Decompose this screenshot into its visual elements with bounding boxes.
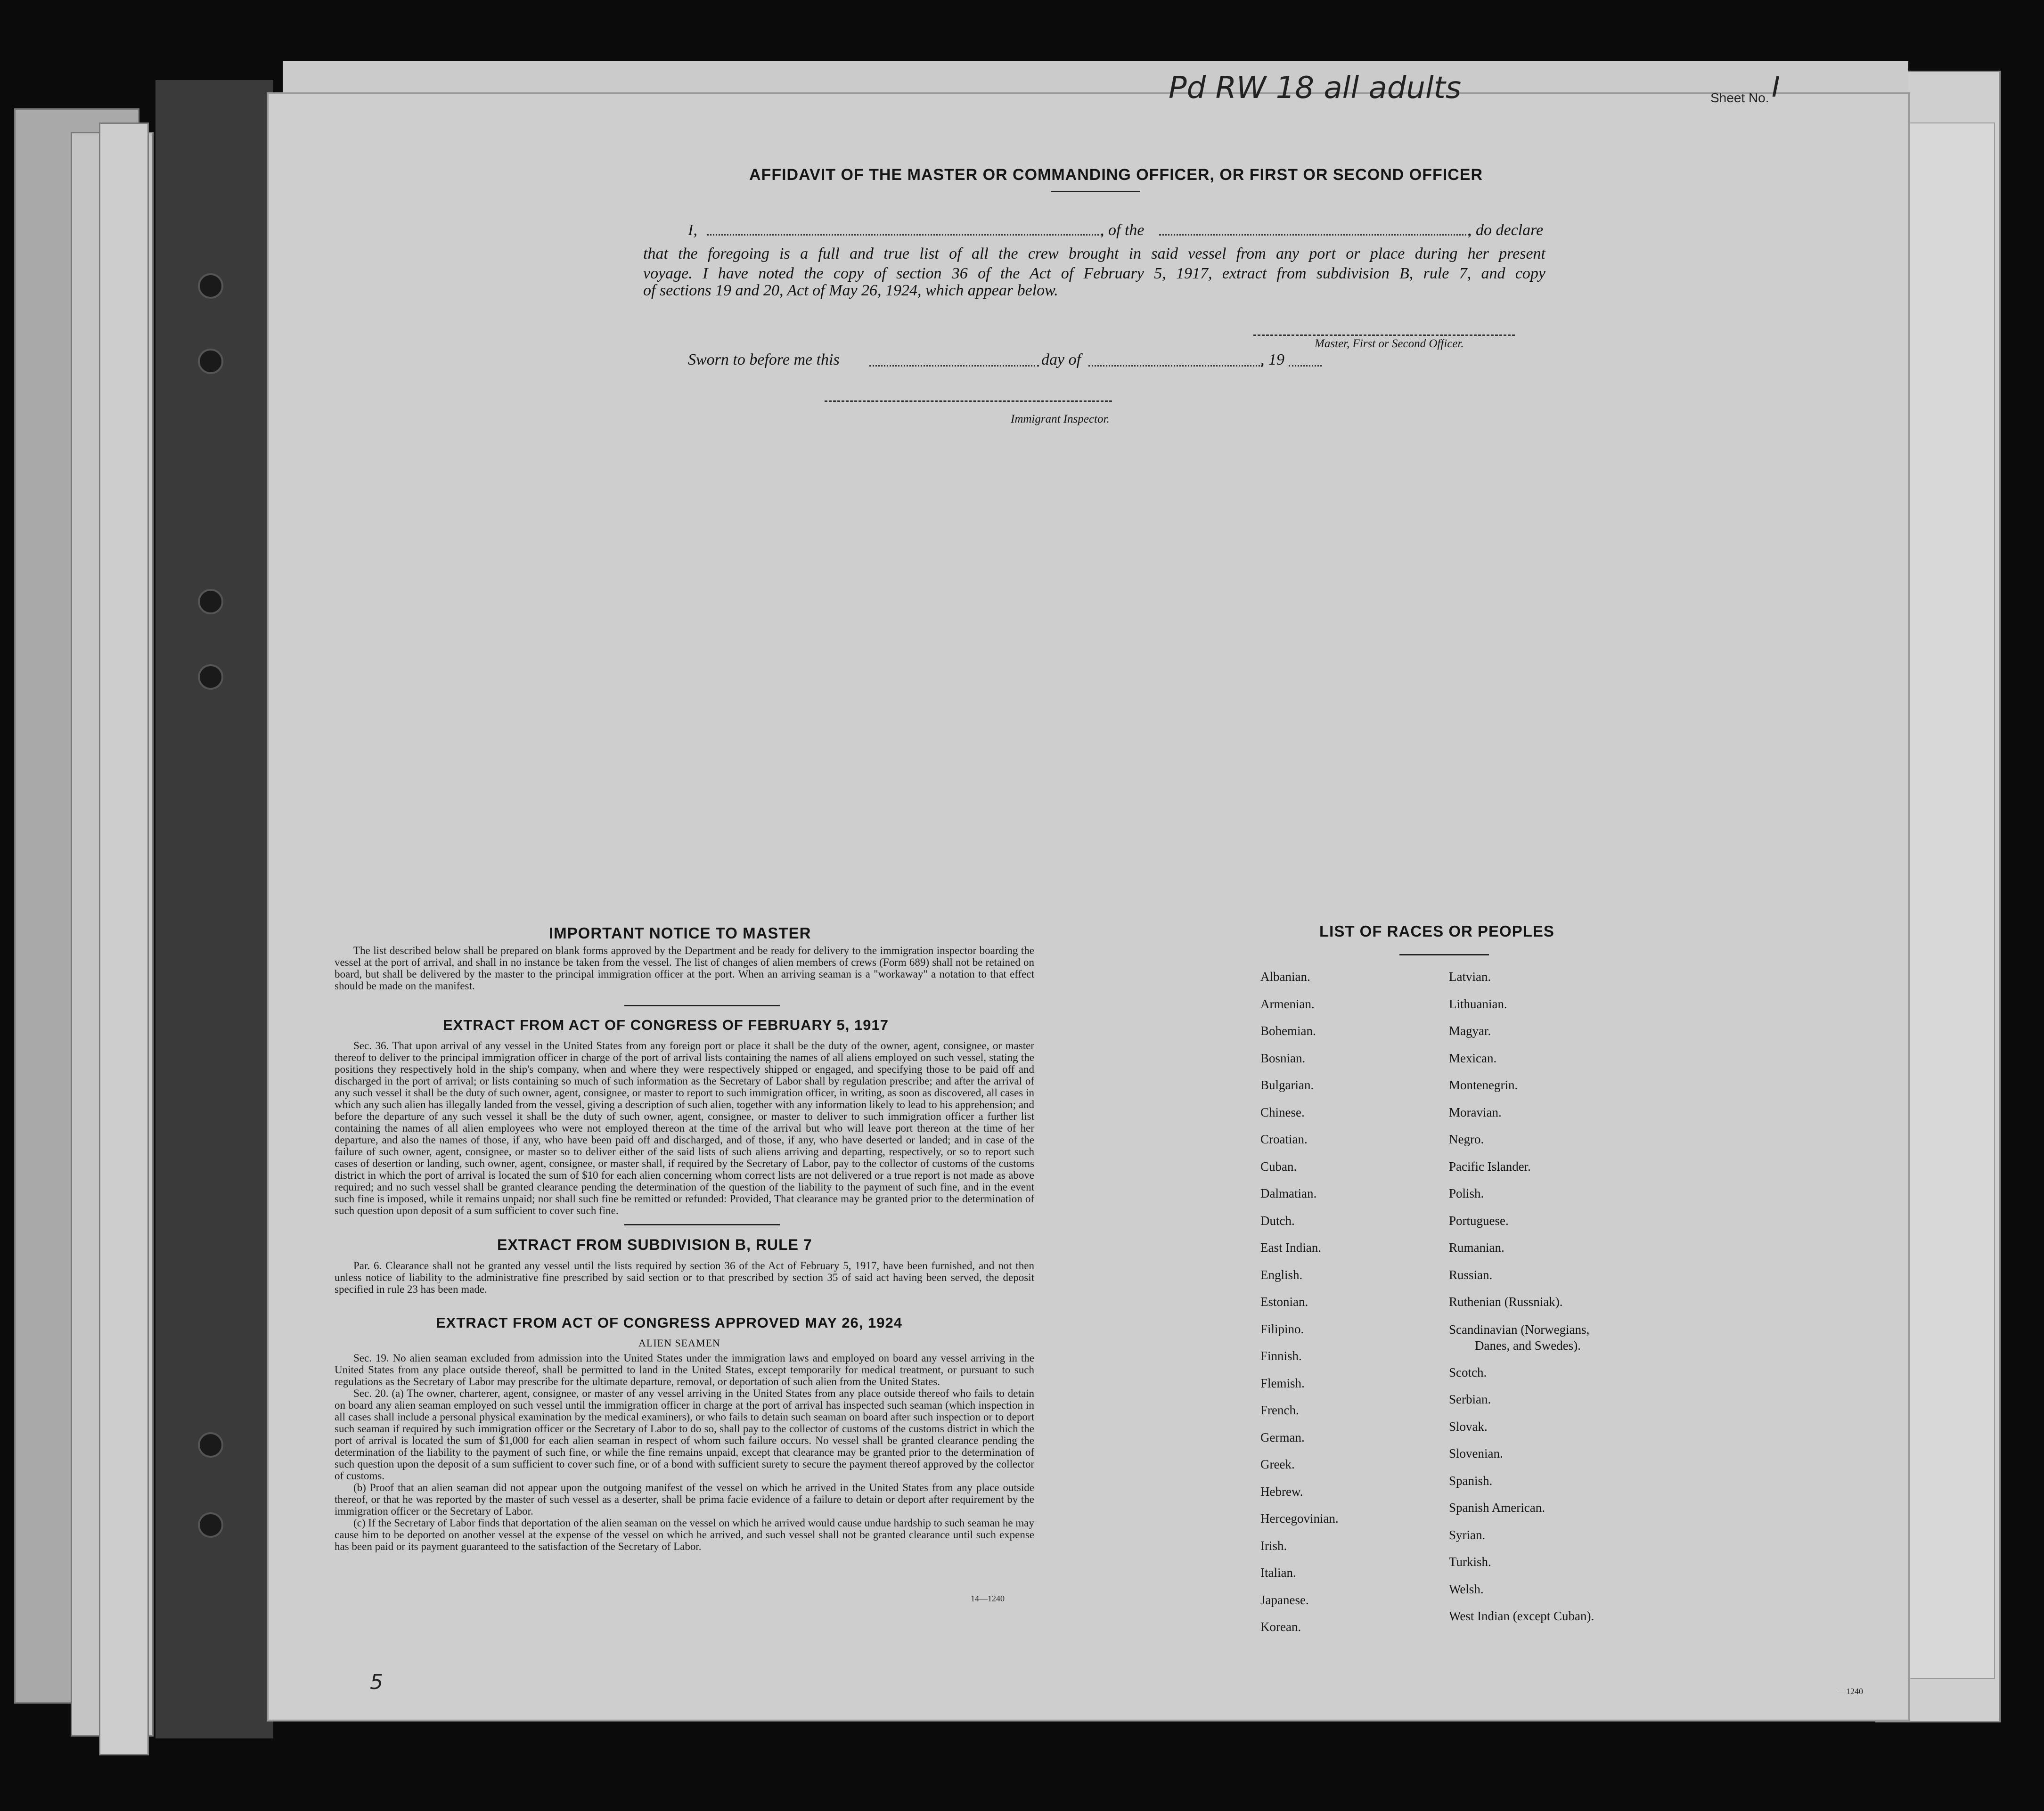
race-item: Korean. bbox=[1260, 1620, 1301, 1634]
race-item: Italian. bbox=[1260, 1566, 1296, 1580]
race-item: Hercegovinian. bbox=[1260, 1511, 1339, 1525]
extract-1924-title: EXTRACT FROM ACT OF CONGRESS APPROVED MAY 26, 1924 bbox=[436, 1314, 902, 1331]
notice-paragraph: The list described below shall be prepared on blank forms approved by the Department and be ready for delivery to the immigration inspector boarding the vessel at the port of arrival, and shall in no instance be taken from the vessel. The list of changes of alien members of crews (Form 689) shall not be retained on board, but shall be delivered by the master to the principal immigration officer at the port. When an arriving seaman is a "workaway" a notation to that effect should be made on the manifest. bbox=[335, 945, 1034, 992]
affidavit-i: I, bbox=[688, 221, 697, 239]
affidavit-line-4: of sections 19 and 20, Act of May 26, 1924, which appear below. bbox=[643, 282, 1058, 299]
sheet-number-value: I bbox=[1772, 71, 1780, 104]
races-left-column bbox=[1260, 963, 1339, 1641]
sec-36-paragraph: Sec. 36. That upon arrival of any vessel in the United States from any foreign port or place it shall be the duty of the owner, agent, consignee, or master thereof to deliver to the principal immigration officer in charge of the port of arrival lists containing the names of all aliens employed on such vessel, stating the positions they respectively hold in the ship's company, when and where they were respectively shipped or engaged, and specifying those to be paid off and discharged in the port of arrival; or lists containing so much of such information as the Secretary of Labor shall by regulation prescribe; and after the arrival of any such vessel it shall be the duty of such owner, agent, consignee, or master to report to such immigration officer, in writing, as soon as discovered, all cases in which any such alien has illegally landed from the vessel, giving a description of such alien, together with any information likely to lead to his apprehension; and before the departure of any such vessel it shall be the duty of such owner, agent, consignee, or master to deliver to such immigration officer a further list containing the names of all alien employees who were not employed thereon at the time of the arrival but who will leave port thereon at the time of her departure, and also the names of those, if any, who have been paid off and discharged, and of those, if any, who have deserted or landed; and in case of the failure of such owner, agent, consignee, or master so to deliver either of the said lists of such aliens arriving and departing, respectively, or so to report such cases of desertion or landing, such owner, agent, consignee, or master shall, if required by the Secretary of Labor, pay to the collector of customs of the customs district in which the port of arrival is located the sum of $10 for each alien concerning whom correct lists are not delivered or a true report is not made as above required; and no such vessel shall be granted clearance pending the determination of the question of the liability to the payment of such fine, and in the event such fine is imposed, while it remains unpaid; nor shall such fine be remitted or refunded: Provided, That clearance may be granted prior to the determination of such question upon deposit of a sum sufficient to cover such fine. bbox=[335, 1040, 1034, 1216]
race-item: Moravian. bbox=[1449, 1105, 1502, 1119]
section-rule bbox=[624, 1224, 780, 1225]
race-item: Rumanian. bbox=[1449, 1240, 1504, 1255]
inspector-signature-line bbox=[825, 400, 1112, 402]
race-item: Slovak. bbox=[1449, 1419, 1488, 1434]
extract-1917-text bbox=[335, 1040, 1034, 1216]
month-blank bbox=[1088, 365, 1263, 367]
day-of-text: day of bbox=[1041, 351, 1081, 368]
extract-1917-title: EXTRACT FROM ACT OF CONGRESS OF FEBRUARY 5, 1917 bbox=[443, 1017, 889, 1033]
affidavit-of-the: , of the bbox=[1100, 221, 1145, 239]
race-item: English. bbox=[1260, 1267, 1303, 1282]
race-item: Mexican. bbox=[1449, 1051, 1497, 1065]
race-item: Estonian. bbox=[1260, 1295, 1308, 1309]
form-number: 14—1240 bbox=[971, 1594, 1005, 1603]
race-item: Portuguese. bbox=[1449, 1213, 1509, 1228]
sec-19-paragraph: Sec. 19. No alien seaman excluded from admission into the United States under the immigration laws and employed on board any vessel arriving in the United States from any place outside thereof, shall be permitted to land in the United States, except temporarily for medical treatment, or pursuant to such regulations as the Secretary of Labor may prescribe for the ultimate departure, removal, or deportation of such alien from the United States. bbox=[335, 1352, 1034, 1387]
notice-text bbox=[335, 945, 1034, 992]
vessel-blank bbox=[1159, 234, 1470, 236]
race-item: Cuban. bbox=[1260, 1159, 1297, 1174]
sec-20c-paragraph: (c) If the Secretary of Labor finds that deportation of the alien seaman on the vessel on which he arrived would cause undue hardship to such seaman he may cause him to be deported on another vessel at the expense of the vessel on which he arrived, and such vessel shall not be granted clearance until such expense has been paid or its payment guaranteed to the satisfaction of the Secretary of Labor. bbox=[335, 1517, 1034, 1552]
race-item: Chinese. bbox=[1260, 1105, 1305, 1119]
race-item: Bulgarian. bbox=[1260, 1078, 1314, 1092]
race-item: Greek. bbox=[1260, 1457, 1295, 1471]
race-item: Spanish American. bbox=[1449, 1501, 1545, 1515]
binder-hole bbox=[198, 589, 223, 614]
extract-1924-text bbox=[335, 1352, 1034, 1552]
race-item: East Indian. bbox=[1260, 1240, 1321, 1255]
race-item: Ruthenian (Russniak). bbox=[1449, 1295, 1563, 1309]
master-caption: Master, First or Second Officer. bbox=[1315, 337, 1464, 350]
race-item: Scotch. bbox=[1449, 1365, 1487, 1379]
year-text: , 19 bbox=[1260, 351, 1284, 368]
race-item: Polish. bbox=[1449, 1186, 1484, 1200]
underlying-page bbox=[1899, 122, 1995, 1679]
title-rule bbox=[1051, 191, 1140, 192]
binder-hole bbox=[198, 273, 223, 299]
race-item: Serbian. bbox=[1449, 1392, 1491, 1406]
race-item: Pacific Islander. bbox=[1449, 1159, 1531, 1174]
bottom-mark: 5 bbox=[370, 1670, 383, 1694]
year-blank bbox=[1289, 365, 1322, 367]
race-item: Bosnian. bbox=[1260, 1051, 1306, 1065]
affidavit-declare: , do declare bbox=[1468, 221, 1544, 239]
race-item: Albanian. bbox=[1260, 970, 1310, 984]
race-item: Irish. bbox=[1260, 1538, 1287, 1553]
master-signature-line bbox=[1253, 334, 1515, 336]
race-item: German. bbox=[1260, 1430, 1305, 1444]
race-item: Montenegrin. bbox=[1449, 1078, 1518, 1092]
race-item: Spanish. bbox=[1449, 1473, 1493, 1488]
race-item: Negro. bbox=[1449, 1132, 1484, 1146]
affidavit-line-3: voyage. I have noted the copy of section 36 of the Act of February 5, 1917, extract from subdivision B, rule 7, and copy bbox=[643, 265, 1545, 282]
race-item: Syrian. bbox=[1449, 1527, 1486, 1542]
race-item: Croatian. bbox=[1260, 1132, 1308, 1146]
sworn-text: Sworn to before me this bbox=[688, 351, 840, 368]
race-item: Hebrew. bbox=[1260, 1484, 1303, 1499]
race-item: Latvian. bbox=[1449, 970, 1491, 984]
sec-20b-paragraph: (b) Proof that an alien seaman did not appear upon the outgoing manifest of the vessel on which he arrived in the United States from any place outside thereof, or that he was reported by the master of such vessel as a deserter, shall be prima facie evidence of a failure to detain or deport after requirement by the immigration officer or the Secretary of Labor. bbox=[335, 1482, 1034, 1517]
race-item: Dalmatian. bbox=[1260, 1186, 1317, 1200]
race-item: Flemish. bbox=[1260, 1376, 1305, 1390]
sworn-day-blank bbox=[869, 365, 1039, 367]
race-item: Dutch. bbox=[1260, 1213, 1295, 1228]
par-6-paragraph: Par. 6. Clearance shall not be granted any vessel until the lists required by section 36 of the Act of February 5, 1917, have been furnished, and not then unless notice of liability to the administrative fine prescribed by said section or to that prescribed by section 35 of said act having been served, the deposit specified in rule 23 has been made. bbox=[335, 1260, 1034, 1295]
notice-title: IMPORTANT NOTICE TO MASTER bbox=[549, 924, 811, 942]
race-item: Russian. bbox=[1449, 1267, 1493, 1282]
race-item: West Indian (except Cuban). bbox=[1449, 1609, 1594, 1623]
binder-hole bbox=[198, 1432, 223, 1458]
race-item: Bohemian. bbox=[1260, 1024, 1316, 1038]
subdivision-b-text bbox=[335, 1260, 1034, 1295]
binder-hole bbox=[198, 1512, 223, 1538]
race-item: Filipino. bbox=[1260, 1322, 1304, 1336]
handwritten-note: Pd RW 18 all adults bbox=[1169, 71, 1462, 106]
race-item: Armenian. bbox=[1260, 996, 1315, 1011]
section-rule bbox=[624, 1005, 780, 1006]
binder-strip bbox=[155, 80, 273, 1738]
sec-20a-paragraph: Sec. 20. (a) The owner, charterer, agent, consignee, or master of any vessel arriving in the United States from any place outside thereof who fails to detain on board any alien seaman employed on such vessel until the immigration officer in charge at the port of arrival has inspected such seaman (which inspection in all cases shall include a personal physical examination by the medical examiners), or who fails to detain such seaman on board after such inspection or to deport such seaman if required by such immigration officer or the Secretary of Labor to do so, shall pay to the collector of customs of the customs district in which the port of arrival is located the sum of $1,000 for each alien seaman in respect of whom such failure occurs. No vessel shall be granted clearance pending the determination of the liability to the payment of such fine, or while the fine remains unpaid, except that clearance may be granted prior to the determination of such question upon the deposit of a sum sufficient to cover such fine, or of a bond with sufficient surety to secure the payment thereof approved by the collector of customs. bbox=[335, 1387, 1034, 1482]
race-item: Finnish. bbox=[1260, 1349, 1302, 1363]
race-item: Lithuanian. bbox=[1449, 996, 1507, 1011]
sheet-number-label: Sheet No. bbox=[1710, 90, 1769, 105]
affidavit-title: AFFIDAVIT OF THE MASTER OR COMMANDING OFFICER, OR FIRST OR SECOND OFFICER bbox=[749, 166, 1483, 184]
race-item: Japanese. bbox=[1260, 1592, 1309, 1607]
binder-hole bbox=[198, 349, 223, 374]
inspector-caption: Immigrant Inspector. bbox=[1011, 413, 1110, 425]
race-item: Welsh. bbox=[1449, 1582, 1484, 1596]
races-title: LIST OF RACES OR PEOPLES bbox=[1319, 922, 1554, 940]
alien-seamen-subtitle: ALIEN SEAMEN bbox=[638, 1337, 720, 1349]
race-item: Magyar. bbox=[1449, 1024, 1491, 1038]
backing-sheet bbox=[99, 122, 149, 1755]
right-form-number: —1240 bbox=[1838, 1687, 1863, 1696]
subdivision-b-title: EXTRACT FROM SUBDIVISION B, RULE 7 bbox=[497, 1236, 812, 1253]
race-item: Slovenian. bbox=[1449, 1446, 1503, 1460]
race-item: French. bbox=[1260, 1403, 1299, 1417]
binder-hole bbox=[198, 664, 223, 690]
races-title-rule bbox=[1399, 954, 1489, 955]
affidavit-line-2: that the foregoing is a full and true list of all the crew brought in said vessel from any port or place during her present bbox=[643, 245, 1545, 262]
race-item: Danes, and Swedes). bbox=[1475, 1338, 1581, 1353]
name-blank bbox=[707, 234, 1103, 236]
race-item: Scandinavian (Norwegians, bbox=[1449, 1322, 1590, 1337]
race-item: Turkish. bbox=[1449, 1555, 1491, 1569]
races-right-column bbox=[1449, 963, 1594, 1630]
